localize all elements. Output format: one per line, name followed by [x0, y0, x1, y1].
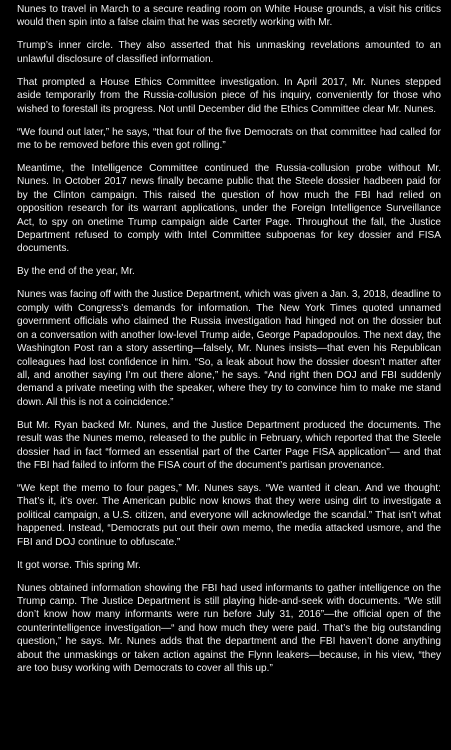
paragraph-8: But Mr. Ryan backed Mr. Nunes, and the Justice Department produced the documents. The result was the Nunes memo, released to the public in February, which reported that the Steele dossier had in fact “formed an essential part of the Carter Page FISA application”— and that the FBI had failed to inform the FISA court of the document’s partisan provenance.	[17, 419, 441, 471]
paragraph-1: Nunes to travel in March to a secure reading room on White House grounds, a visit his critics would then spin into a false claim that he was secretly working with Mr.	[17, 4, 441, 29]
paragraph-5: Meantime, the Intelligence Committee continued the Russia-collusion probe without Mr. Nunes. In October 2017 news finally became public that the Steele dossier hadbeen paid for by the Clinton campaign. This raised the question of how much the FBI had relied on opposition research for its warrant applications, under the Foreign Intelligence Surveillance Act, to spy on onetime Trump campaign aide Carter Page. Throughout the fall, the Justice Department refused to comply with Intel Committee subpoenas for key dossier and FISA documents.	[17, 163, 441, 255]
paragraph-3: That prompted a House Ethics Committee investigation. In April 2017, Mr. Nunes stepped aside temporarily from the Russia-collusion piece of his inquiry, conveniently for those who wished to forestall its progress. Not until December did the Ethics Committee clear Mr. Nunes.	[17, 76, 441, 115]
paragraph-10: It got worse. This spring Mr.	[17, 559, 141, 571]
paragraph-2: Trump’s inner circle. They also asserted that his unmasking revelations amounted to an unlawful disclosure of classified information.	[17, 40, 441, 65]
paragraph-7: Nunes was facing off with the Justice Department, which was given a Jan. 3, 2018, deadline to comply with Congress’s demands for information. The New York Times quoted unnamed government officials who claimed the Russia investigation had hinged not on the dossier but on a conversation with another low-level Trump aide, George Papadopoulos. The next day, the Washington Post ran a story asserting—falsely, Mr. Nunes insists—that even his Republican colleagues had lost confidence in him. “So, a leak about how the dossier doesn’t matter after all, and another saying I’m out there alone,” he says. “And right then DOJ and FBI suddenly demand a private meeting with the speaker, where they try to convince him to make me stand down. All this is not a coincidence.”	[17, 289, 441, 408]
paragraph-11: Nunes obtained information showing the FBI had used informants to gather intelligence on the Trump camp. The Justice Department is still playing hide-and-seek with documents. “We still don’t know how many informants were run before July 31, 2016”—the official open of the counterintelligence investigation—“ and how much they were paid. That’s the big outstanding question,” he says. Mr. Nunes adds that the department and the FBI haven’t done anything about the unmaskings or taken action against the Flynn leakers—because, in his view, “they are too busy working with Democrats to cover all this up.”	[17, 582, 441, 674]
paragraph-6: By the end of the year, Mr.	[17, 266, 135, 278]
paragraph-9: “We kept the memo to four pages,” Mr. Nunes says. “We wanted it clean. And we thought: That’s it, it’s over. The American public now knows that they were using dirt to investigate a political campaign, a U.S. citizen, and everyone will acknowledge the scandal.” That isn’t what happened. Instead, “Democrats put out their own memo, the media attacked usmore, and the FBI and DOJ continue to obfuscate.”	[17, 482, 441, 548]
paragraph-4: “We found out later,” he says, “that four of the five Democrats on that committee had called for me to be removed before this even got rolling.”	[17, 126, 441, 152]
